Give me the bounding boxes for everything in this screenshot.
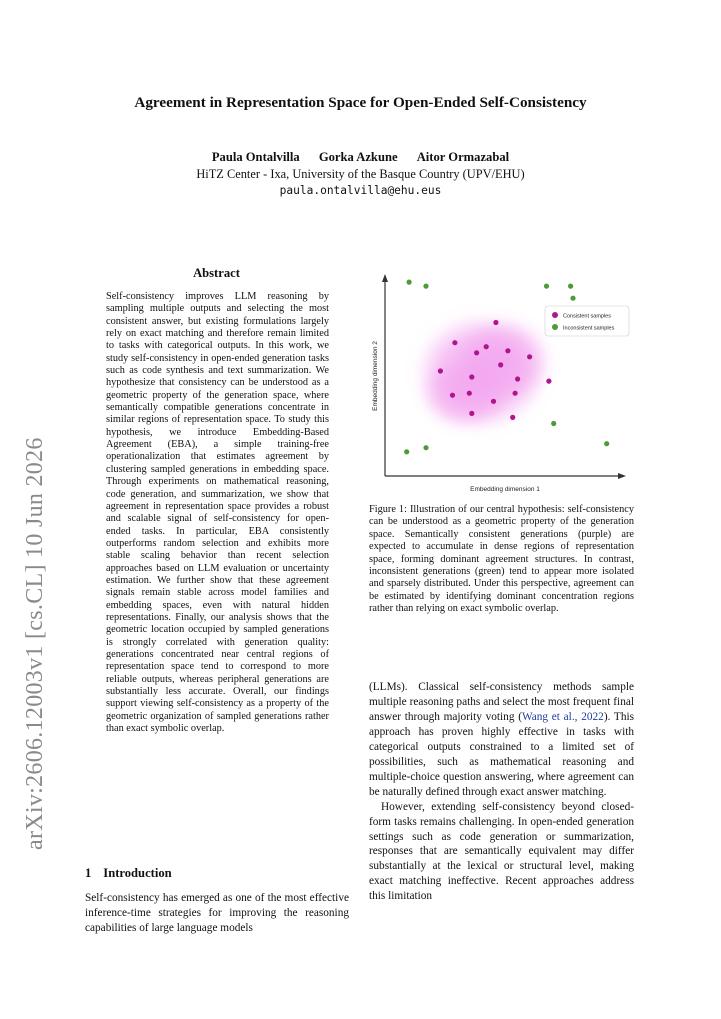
consistent-point: [515, 376, 520, 381]
legend: [545, 306, 629, 336]
y-axis-label: Embedding dimension 2: [372, 341, 379, 411]
author-email: paula.ontalvilla@ehu.eus: [279, 184, 442, 197]
consistent-point: [452, 340, 457, 345]
legend-marker-consistent: [552, 312, 558, 318]
section-title: Introduction: [103, 866, 172, 880]
consistent-point: [493, 320, 498, 325]
author-list: [0, 150, 721, 165]
legend-box: [545, 306, 629, 336]
paper-title: Agreement in Representation Space for Open-Ended Self-Consistency: [134, 94, 587, 111]
inconsistent-point: [570, 296, 575, 301]
legend-label: Inconsistent samples: [563, 325, 615, 332]
consistent-point: [484, 344, 489, 349]
consistent-point: [469, 411, 474, 416]
section-heading-introduction: [85, 866, 172, 881]
citation-link[interactable]: Wang et al., 2022: [521, 710, 604, 723]
intro-paragraph-left: Self-consistency has emerged as one of the most effective inference-time strategies for improving the reasoning capabilities of large language models: [85, 892, 349, 934]
section-number: 1: [85, 866, 92, 880]
consistent-point: [513, 391, 518, 396]
figure-1: [369, 268, 634, 498]
consistent-point: [498, 362, 503, 367]
author-name: Paula Ontalvilla: [211, 150, 300, 164]
consistent-point: [527, 354, 532, 359]
inconsistent-point: [551, 421, 556, 426]
intro-right-column: [369, 680, 634, 904]
inconsistent-point: [568, 284, 573, 289]
intro-paragraph: (LLMs). Classical self-consistency methods sample multiple reasoning paths and select the most frequent final answer through majority voting (Wang et al., 2022). This approach has proven highly effective in tasks with categorical outputs constrained to a limited set of possibilities, such as mathematical reasoning and multiple-choice question answering, where agreement can be naturally defined through exact answer matching.: [369, 681, 635, 798]
affiliation: HiTZ Center - Ixa, University of the Basque Country (UPV/EHU): [196, 167, 525, 181]
inconsistent-point: [407, 280, 412, 285]
abstract-text: Self-consistency improves LLM reasoning by sampling multiple outputs and selecting the most consistent answer, but existing formulations largely rely on exact matching and therefore remain limited to tasks with categorical outputs. In this work, we study self-consistency in open-ended generation tasks such as code synthesis and text summarization. We hypothesize that consistency can be understood as a geometric property of the generation space, where semantically compatible generations concentrate in similar regions of representation space. To study this hypothesis, we introduce Embedding-Based Agreement (EBA), a simple training-free operationalization that estimates agreement by clustering sampled generations in embedding space. Through experiments on mathematical reasoning, code generation, and summarization, we show that agreement in representation space provides a robust and scalable signal of self-consistency for open-ended tasks. In particular, EBA consistently outperforms random selection and exhibits more stable scaling behavior than recent selection approaches based on LLM evaluation or uncertainty estimation. We further show that these agreement signals remain stable across model families and embedding spaces, even with natural hidden representations. Finally, our analysis shows that the geometric location occupied by sampled generations is strongly correlated with generation quality: generations concentrated near central regions of representation space tend to correspond to more reliable outputs, whereas peripheral generations are substantially less accurate. Overall, our findings support viewing self-consistency as a property of the geometric organization of sampled generations rather than exact symbolic overlap.: [106, 291, 329, 735]
consistent-point: [438, 368, 443, 373]
consistent-point: [505, 348, 510, 353]
inconsistent-point: [604, 441, 609, 446]
consistent-point: [546, 379, 551, 384]
figure-caption: Figure 1: Illustration of our central hypothesis: self-consistency can be understood as a geometric property of the generation space. Semantically consistent generations (purple) are expected to accumulate in dense regions of representation space, forming dominant agreement structures. In contrast, inconsistent generations (green) tend to appear more isolated and sparsely distributed. Under this perspective, agreement can be estimated by identifying dominant concentration regions rather than relying on exact symbolic overlap.: [369, 504, 634, 615]
density-cloud: [415, 314, 552, 430]
inconsistent-point: [544, 284, 549, 289]
legend-marker-inconsistent: [552, 324, 558, 330]
consistent-point: [469, 374, 474, 379]
consistent-point: [467, 391, 472, 396]
consistent-point: [474, 350, 479, 355]
consistent-point: [491, 399, 496, 404]
inconsistent-point: [404, 449, 409, 454]
intro-paragraph: However, extending self-consistency beyond closed-form tasks remains challenging. In open-ended generation settings such as code generation or summarization, responses that are semantically equivalent may differ substantially at the lexical or structural level, making exact matching ineffective. Recent approaches address this limitation: [369, 800, 634, 903]
consistent-point: [450, 393, 455, 398]
inconsistent-point: [423, 445, 428, 450]
legend-label: Consistent samples: [563, 313, 611, 320]
abstract-heading: Abstract: [193, 266, 240, 280]
scatter-chart: [369, 268, 634, 498]
author-name: Aitor Ormazabal: [416, 150, 510, 164]
consistent-point: [510, 415, 515, 420]
y-axis-arrow: [382, 274, 388, 282]
author-name: Gorka Azkune: [318, 150, 398, 164]
inconsistent-point: [423, 284, 428, 289]
x-axis-label: Embedding dimension 1: [470, 486, 540, 493]
arxiv-identifier: arXiv:2606.12003v1 [cs.CL] 10 Jun 2026: [22, 437, 48, 850]
x-axis-arrow: [618, 473, 626, 479]
